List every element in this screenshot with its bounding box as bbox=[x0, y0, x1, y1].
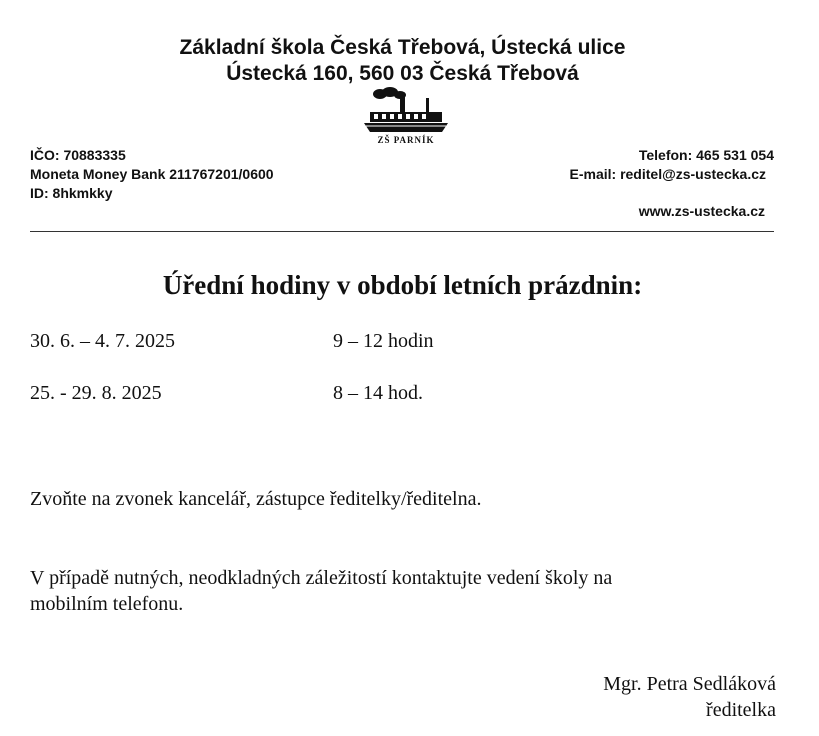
divider bbox=[30, 231, 774, 232]
page-title: Úřední hodiny v období letních prázdnin: bbox=[162, 270, 643, 300]
schedule-hours-1: 9 – 12 hodin bbox=[333, 330, 434, 352]
schedule-hours-2: 8 – 14 hod. bbox=[333, 382, 423, 404]
signature-role: ředitelka bbox=[706, 699, 776, 721]
schedule-dates-2: 25. - 29. 8. 2025 bbox=[30, 382, 162, 404]
note-urgent-line2: mobilním telefonu. bbox=[30, 593, 184, 615]
website-link[interactable]: www.zs-ustecka.cz bbox=[638, 203, 765, 219]
email-link[interactable]: E-mail: reditel@zs-ustecka.cz bbox=[569, 166, 766, 182]
schedule-dates-1: 30. 6. – 4. 7. 2025 bbox=[30, 330, 175, 352]
logo-text: ZŠ PARNÍK bbox=[377, 135, 435, 145]
signature-name: Mgr. Petra Sedláková bbox=[603, 673, 776, 695]
ico: IČO: 70883335 bbox=[30, 147, 126, 163]
note-doorbell: Zvoňte na zvonek kancelář, zástupce ředitelky/ředitelna. bbox=[30, 488, 482, 510]
school-address: Ústecká 160, 560 03 Česká Třebová bbox=[226, 62, 579, 85]
data-box-id: ID: 8hkmkky bbox=[30, 185, 113, 201]
phone: Telefon: 465 531 054 bbox=[638, 147, 774, 163]
note-urgent-line1: V případě nutných, neodkladných záležitostí kontaktujte vedení školy na bbox=[30, 567, 613, 589]
bank-account: Moneta Money Bank 211767201/0600 bbox=[30, 166, 274, 182]
school-name: Základní škola Česká Třebová, Ústecká ulice bbox=[179, 36, 626, 59]
